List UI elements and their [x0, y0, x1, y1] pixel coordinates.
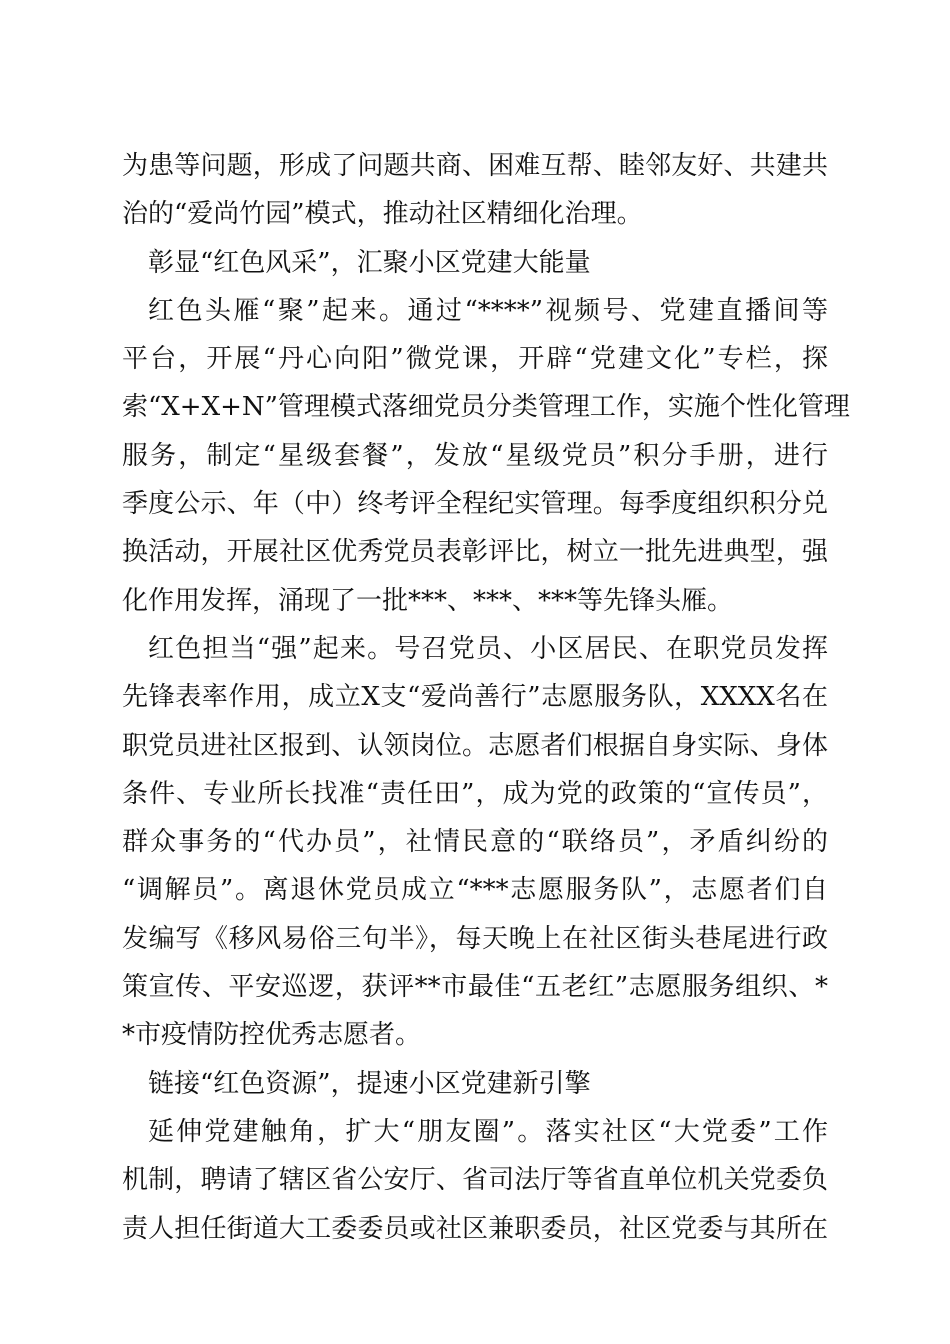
text-line: 先锋表率作用，成立X支“爱尚善行”志愿服务队，XXXX名在 — [122, 682, 828, 713]
text-line: 索“X+X+N”管理模式落细党员分类管理工作，实施个性化管理 — [122, 392, 850, 423]
text-line: 职党员进社区报到、认领岗位。志愿者们根据自身实际、身体 — [122, 730, 828, 761]
text-line: 发编写《移风易俗三句半》，每天晚上在社区街头巷尾进行政 — [122, 923, 828, 954]
text-line: 责人担任街道大工委委员或社区兼职委员，社区党委与其所在 — [122, 1213, 828, 1244]
paragraph-first-line: 红色头雁“聚”起来。通过“****”视频号、党建直播间等 — [148, 295, 828, 326]
paragraph-last-line: *市疫情防控优秀志愿者。 — [122, 1020, 422, 1051]
paragraph-first-line: 红色担当“强”起来。号召党员、小区居民、在职党员发挥 — [148, 633, 828, 664]
text-line: 服务，制定“星级套餐”，发放“星级党员”积分手册，进行 — [122, 440, 828, 471]
paragraph-first-line: 延伸党建触角，扩大“朋友圈”。落实社区“大党委”工作 — [148, 1116, 828, 1147]
paragraph-last-line: 化作用发挥，涌现了一批***、***、***等先锋头雁。 — [122, 585, 734, 616]
text-line: 换活动，开展社区优秀党员表彰评比，树立一批先进典型，强 — [122, 537, 828, 568]
body-text — [122, 142, 850, 1253]
text-line: 为患等问题，形成了问题共商、困难互帮、睦邻友好、共建共 — [122, 151, 828, 181]
text-line: 季度公示、年（中）终考评全程纪实管理。每季度组织积分兑 — [122, 489, 828, 520]
text-line: 机制，聘请了辖区省公安厅、省司法厅等省直单位机关党委负 — [122, 1165, 828, 1196]
section-heading: 彰显“红色风采”，汇聚小区党建大能量 — [148, 247, 591, 278]
paragraph-last-line: 治的“爱尚竹园”模式，推动社区精细化治理。 — [122, 199, 643, 230]
text-line: 平台，开展“丹心向阳”微党课，开辟“党建文化”专栏，探 — [122, 344, 828, 375]
section-heading: 链接“红色资源”，提速小区党建新引擎 — [148, 1068, 591, 1099]
text-line: 群众事务的“代办员”，社情民意的“联络员”，矛盾纠纷的 — [122, 827, 828, 858]
text-line: 条件、专业所长找准“责任田”，成为党的政策的“宣传员”， — [122, 778, 828, 809]
text-line: “调解员”。离退休党员成立“***志愿服务队”，志愿者们自 — [122, 875, 828, 906]
text-line: 策宣传、平安巡逻，获评**市最佳“五老红”志愿服务组织、* — [122, 972, 828, 1003]
